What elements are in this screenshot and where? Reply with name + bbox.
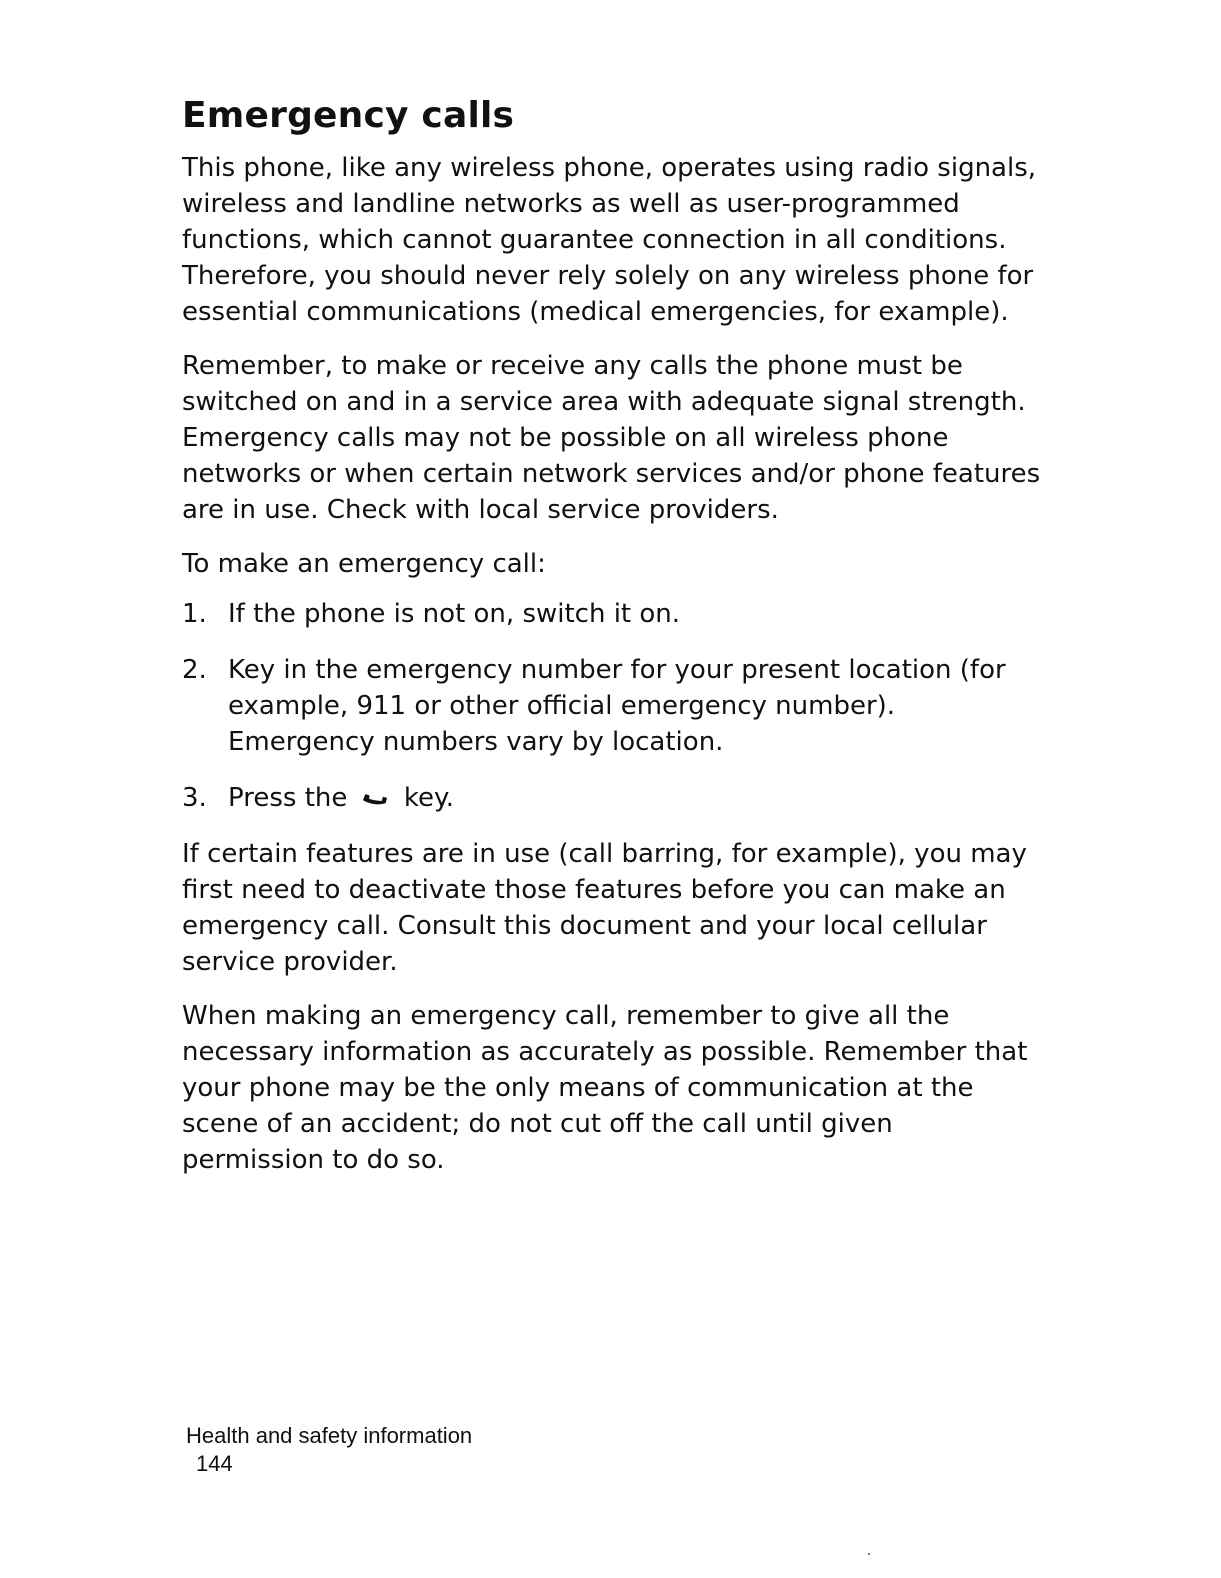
page-number: 144 [196,1451,233,1476]
steps-intro: To make an emergency call: [182,549,546,579]
paragraph-remember-switched-on: Remember, to make or receive any calls the phone must be switched on and in a service area with adequate signal strength. Emergency calls may not be possible on all wireless phone networks or when certain network services and/or phone features are in use. Check with local service providers. [182,351,1041,525]
steps-list [182,596,1042,816]
step-number: 3. [182,783,207,813]
scan-speck [868,1553,870,1555]
footer-section-title: Health and safety information [186,1423,473,1448]
paragraph-radio-signals: This phone, like any wireless phone, operates using radio signals, wireless and landline networks as well as user-programmed functions, which cannot guarantee connection in all conditions. Therefore, you should never rely solely on any wireless phone for essential communications (medical emergencies, for example). [182,153,1037,327]
list-item [182,652,1042,760]
step-text-before: Press the [228,783,348,813]
step-text-after: key. [403,783,454,813]
list-item [182,596,1042,632]
step-text [228,780,1042,816]
step-number: 1. [182,599,207,629]
page-content [182,92,1042,1196]
paragraph-information: When making an emergency call, remember to give all the necessary information as accurately as possible. Remember that your phone may be the only means of communication at the scene of an accident; do not cut off the call until given permission to do so. [182,1001,1028,1175]
page-title: Emergency calls [182,95,515,136]
step-number: 2. [182,655,207,685]
page-footer [186,1422,472,1478]
step-text: If the phone is not on, switch it on. [228,599,681,629]
send-key-icon [358,788,392,810]
step-text: Key in the emergency number for your present location (for example, 911 or other official emergency number). Emergency numbers vary by location. [228,655,1006,757]
list-item [182,780,1042,816]
paragraph-call-barring: If certain features are in use (call barring, for example), you may first need to deactivate those features before you can make an emergency call. Consult this document and your local cellular service provider. [182,839,1027,977]
